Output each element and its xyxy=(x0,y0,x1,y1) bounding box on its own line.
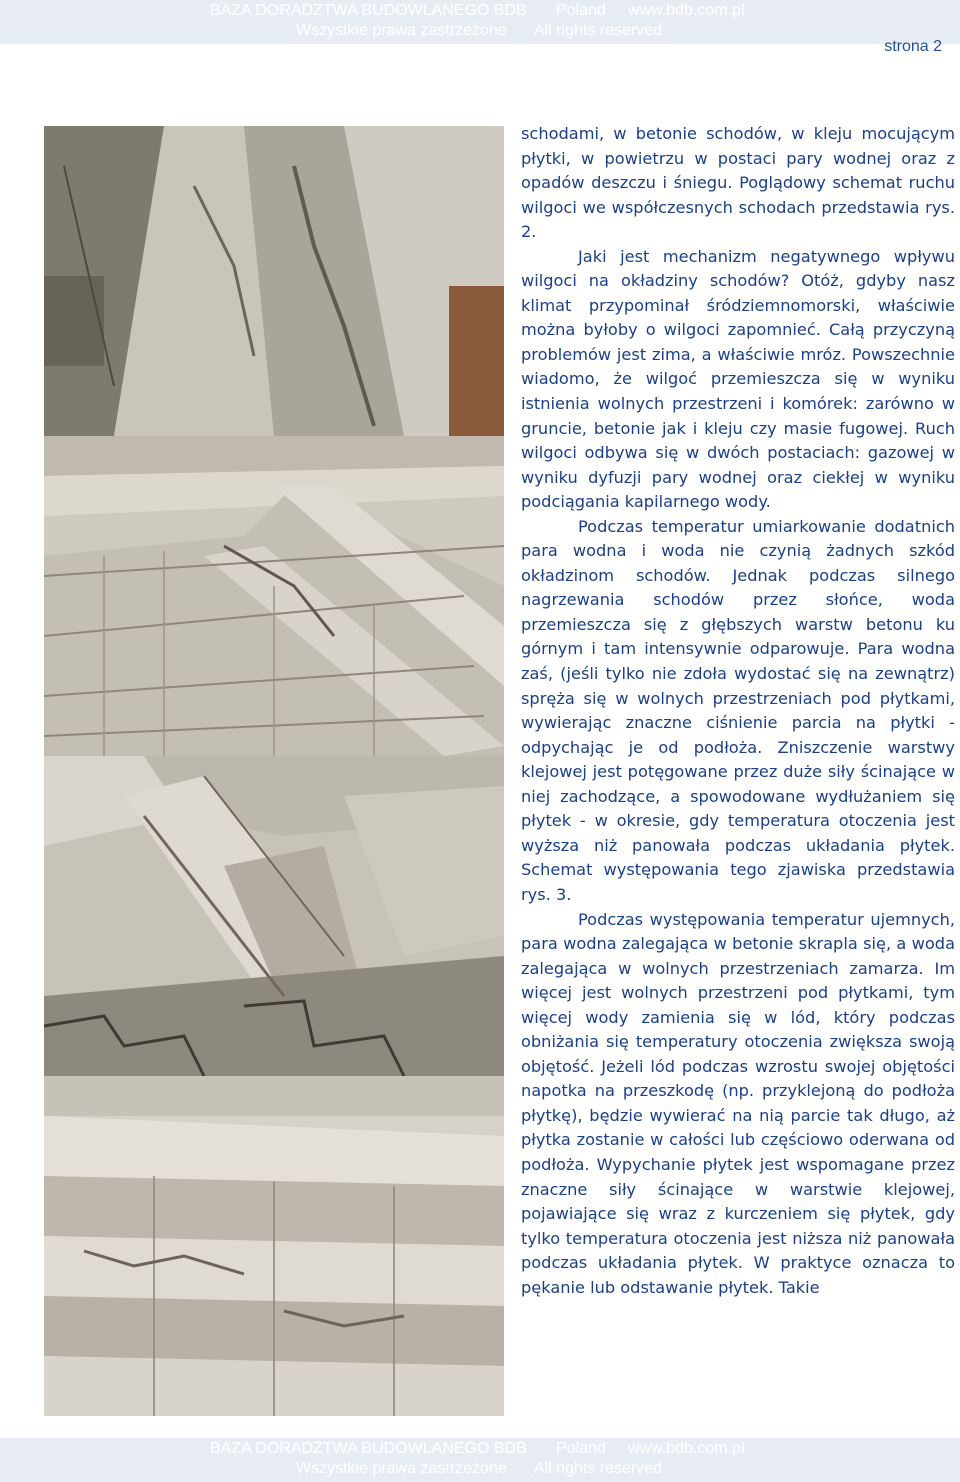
stairs-photo-lower-mid xyxy=(44,756,504,1076)
header-company: BAZA DORADZTWA BUDOWLANEGO BDB xyxy=(210,2,527,19)
footer-website[interactable]: www.bdb.com.pl xyxy=(628,1440,745,1457)
paragraph-4: Podczas występowania temperatur ujemnych, para wodna zalegająca w betonie skrapla się, a woda zalegająca w wolnych przestrzeniach zamarza. Im więcej jest wolnych przestrzeni pod płytkami, tym więcej wody zamienia się w lód, który podczas obniżania się temperatury otoczenia zwiększa swoją objętość. Jeżeli lód podczas wzrostu swojej objętości napotka na przeszkodę (np. przyklejoną do podłoża płytkę), będzie wywierać na nią parcie tak długo, aż płytka zostanie w całości lub częściowo oderwana od podłoża. Wypychanie płytek jest wspomagane przez znaczne siły ścinające w warstwie klejowej, pojawiające się wraz z kurczeniem się płytek, gdy tylko temperatura otoczenia jest niższa niż panowała podczas układania płytek. W praktyce oznacza to pękanie lub odstawanie płytek. Takie xyxy=(521,909,955,1297)
header-website[interactable]: www.bdb.com.pl xyxy=(628,2,745,19)
stairs-photo-top xyxy=(44,126,504,436)
header-rights-en: All rights reserved xyxy=(534,22,663,39)
footer-country: Poland xyxy=(556,1440,606,1457)
header-band xyxy=(0,0,960,44)
header-country: Poland xyxy=(556,2,606,19)
stairs-photo-bottom xyxy=(44,1076,504,1416)
paragraph-3: Podczas temperatur umiarkowanie dodatnich para wodna i woda nie czynią żadnych szkód okładzinom schodów. Jednak podczas silnego nagrzewania schodów przez słońce, woda przemieszcza się z głębszych warstw betonu ku górnym i tam intensywnie odparowuje. Para wodna zaś, (jeśli tylko nie zdoła wydostać się na zewnątrz) spręża się w wolnych przestrzeniach pod płytkami, wywierając znaczne ciśnienie parcia na płytki - odpychając je od podłoża. Zniszczenie warstwy klejowej jest potęgowane przez duże siły ścinające w niej zachodzące, a spowodowane wydłużaniem się płytek - w okresie, gdy temperatura otoczenia jest wyższa niż panowała podczas układania płytek. Schemat występowania tego zjawiska przedstawia rys. 3. xyxy=(521,516,955,904)
header-rights-pl: Wszystkie prawa zastrzeżone xyxy=(296,22,507,39)
page-number: strona 2 xyxy=(884,38,942,55)
article-text xyxy=(521,122,955,1300)
footer-band xyxy=(0,1438,960,1482)
paragraph-1: schodami, w betonie schodów, w kleju mocującym płytki, w powietrzu w postaci pary wodnej oraz z opadów deszczu i śniegu. Poglądowy schemat ruchu wilgoci we współczesnych schodach przedstawia rys. 2. xyxy=(521,124,955,242)
footer-rights-pl: Wszystkie prawa zastrzeżone xyxy=(296,1460,507,1477)
footer-company: BAZA DORADZTWA BUDOWLANEGO BDB xyxy=(210,1440,527,1457)
stairs-photo-upper-mid xyxy=(44,436,504,756)
paragraph-2: Jaki jest mechanizm negatywnego wpływu wilgoci na okładziny schodów? Otóż, gdyby nasz klimat przypominał śródziemnomorski, właściwie można byłoby o wilgoci zapomnieć. Całą przyczyną problemów jest zima, a właściwie mróz. Powszechnie wiadomo, że wilgoć przemieszcza się w wyniku istnienia wolnych przestrzeni i komórek: zarówno w gruncie, betonie jak i kleju czy masie fugowej. Ruch wilgoci odbywa się w dwóch postaciach: gazowej w wyniku dyfuzji pary wodnej oraz ciekłej w wyniku podciągania kapilarnego wody. xyxy=(521,246,955,512)
footer-rights-en: All rights reserved xyxy=(534,1460,663,1477)
